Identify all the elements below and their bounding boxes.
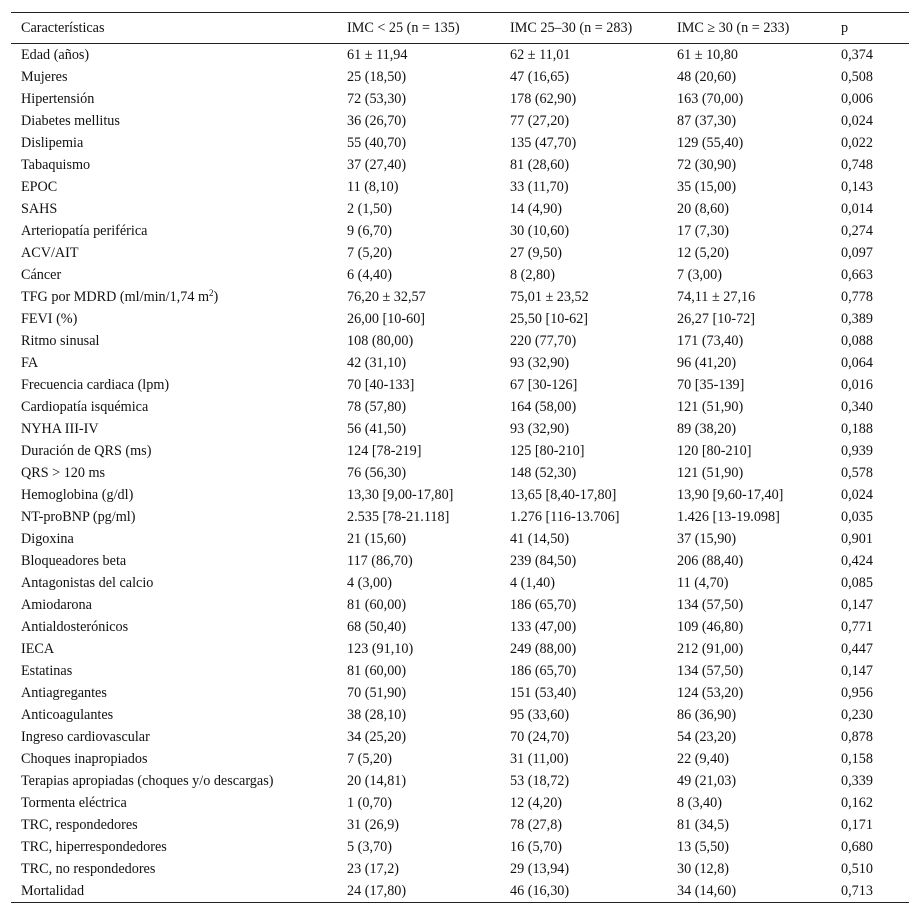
bmi-25-30-cell: 178 (62,90) <box>510 91 577 107</box>
table-row <box>11 198 909 220</box>
bmi-over-30-cell: 72 (30,90) <box>677 157 737 173</box>
row-label: Mortalidad <box>21 883 85 899</box>
bmi-over-30-cell: 30 (12,8) <box>677 861 730 877</box>
p-value-cell: 0,778 <box>841 289 873 305</box>
table-row <box>11 550 909 572</box>
bmi-25-30-cell: 46 (16,30) <box>510 883 570 899</box>
row-label: Mujeres <box>21 69 68 85</box>
table-row <box>11 176 909 198</box>
bmi-under-25-cell: 123 (91,10) <box>347 641 414 657</box>
row-label: Frecuencia cardiaca (lpm) <box>21 377 170 393</box>
table-row <box>11 352 909 374</box>
row-label: FEVI (%) <box>21 311 78 327</box>
p-value-cell: 0,006 <box>841 91 873 107</box>
table-row <box>11 836 909 858</box>
bmi-over-30-cell: 121 (51,90) <box>677 465 744 481</box>
bmi-25-30-cell: 47 (16,65) <box>510 69 570 85</box>
p-value-cell: 0,339 <box>841 773 873 789</box>
row-label: Antialdosterónicos <box>21 619 129 635</box>
bmi-under-25-cell: 36 (26,70) <box>347 113 407 129</box>
superscript-2: 2 <box>209 288 214 298</box>
row-label: Arteriopatía periférica <box>21 223 148 239</box>
row-label: IECA <box>21 641 55 657</box>
row-label: TRC, no respondedores <box>21 861 156 877</box>
row-label: Terapias apropiadas (choques y/o descargas) <box>21 773 274 789</box>
table-body <box>11 44 909 903</box>
p-value-cell: 0,680 <box>841 839 873 855</box>
row-label: Hipertensión <box>21 91 95 107</box>
bmi-under-25-cell: 42 (31,10) <box>347 355 407 371</box>
bmi-25-30-cell: 81 (28,60) <box>510 157 570 173</box>
bmi-under-25-cell: 81 (60,00) <box>347 597 407 613</box>
p-value-cell: 0,143 <box>841 179 873 195</box>
p-value-cell: 0,901 <box>841 531 873 547</box>
bmi-under-25-cell: 124 [78-219] <box>347 443 422 459</box>
table-row <box>11 814 909 836</box>
bmi-over-30-cell: 134 (57,50) <box>677 597 744 613</box>
row-label: TRC, hiperrespondedores <box>21 839 167 855</box>
bmi-over-30-cell: 74,11 ± 27,16 <box>677 289 756 305</box>
bmi-over-30-cell: 86 (36,90) <box>677 707 737 723</box>
row-label: NT-proBNP (pg/ml) <box>21 509 136 525</box>
bmi-over-30-cell: 22 (9,40) <box>677 751 730 767</box>
bmi-over-30-cell: 134 (57,50) <box>677 663 744 679</box>
bmi-under-25-cell: 1 (0,70) <box>347 795 392 811</box>
table-row <box>11 704 909 726</box>
bmi-under-25-cell: 70 (51,90) <box>347 685 407 701</box>
row-label: ACV/AIT <box>21 245 79 261</box>
bmi-25-30-cell: 30 (10,60) <box>510 223 570 239</box>
bmi-25-30-cell: 95 (33,60) <box>510 707 570 723</box>
bmi-under-25-cell: 23 (17,2) <box>347 861 400 877</box>
table-row <box>11 528 909 550</box>
bmi-25-30-cell: 62 ± 11,01 <box>510 47 571 63</box>
row-label: Estatinas <box>21 663 73 679</box>
bmi-over-30-cell: 1.426 [13-19.098] <box>677 509 780 525</box>
table-row <box>11 440 909 462</box>
p-value-cell: 0,230 <box>841 707 873 723</box>
table-row <box>11 660 909 682</box>
p-value-cell: 0,085 <box>841 575 873 591</box>
row-label: Hemoglobina (g/dl) <box>21 487 134 503</box>
row-label: Antiagregantes <box>21 685 107 701</box>
bmi-over-30-cell: 13 (5,50) <box>677 839 730 855</box>
bmi-25-30-cell: 186 (65,70) <box>510 663 577 679</box>
table-row <box>11 44 909 67</box>
bmi-over-30-cell: 35 (15,00) <box>677 179 737 195</box>
table-row <box>11 682 909 704</box>
row-label: Cáncer <box>21 267 62 283</box>
row-label: Ingreso cardiovascular <box>21 729 150 745</box>
bmi-over-30-cell: 8 (3,40) <box>677 795 722 811</box>
bmi-over-30-cell: 212 (91,00) <box>677 641 744 657</box>
bmi-over-30-cell: 11 (4,70) <box>677 575 729 591</box>
bmi-over-30-cell: 34 (14,60) <box>677 883 737 899</box>
bmi-25-30-cell: 93 (32,90) <box>510 421 570 437</box>
bmi-under-25-cell: 117 (86,70) <box>347 553 413 569</box>
bmi-over-30-cell: 124 (53,20) <box>677 685 744 701</box>
table-row <box>11 594 909 616</box>
p-value-cell: 0,956 <box>841 685 873 701</box>
row-label: SAHS <box>21 201 58 217</box>
p-value-cell: 0,022 <box>841 135 873 151</box>
table-row <box>11 264 909 286</box>
table-row <box>11 792 909 814</box>
bmi-25-30-cell: 135 (47,70) <box>510 135 577 151</box>
table-row <box>11 462 909 484</box>
bmi-over-30-cell: 81 (34,5) <box>677 817 730 833</box>
bmi-25-30-cell: 125 [80-210] <box>510 443 585 459</box>
table-row <box>11 572 909 594</box>
row-label: QRS > 120 ms <box>21 465 106 481</box>
table-row <box>11 858 909 880</box>
table-row <box>11 110 909 132</box>
table-row <box>11 396 909 418</box>
row-label: Diabetes mellitus <box>21 113 120 129</box>
table-header <box>11 13 909 44</box>
bmi-over-30-cell: 89 (38,20) <box>677 421 737 437</box>
p-value-cell: 0,713 <box>841 883 873 899</box>
bmi-over-30-cell: 129 (55,40) <box>677 135 744 151</box>
table-row <box>11 506 909 528</box>
p-value-cell: 0,088 <box>841 333 873 349</box>
bmi-25-30-cell: 31 (11,00) <box>510 751 569 767</box>
bmi-under-25-cell: 78 (57,80) <box>347 399 407 415</box>
bmi-under-25-cell: 2.535 [78-21.118] <box>347 509 450 525</box>
row-label: TFG por MDRD (ml/min/1,74 $m^2$) <box>21 288 219 305</box>
table-row <box>11 88 909 110</box>
p-value-cell: 0,663 <box>841 267 873 283</box>
bmi-25-30-cell: 70 (24,70) <box>510 729 570 745</box>
bmi-under-25-cell: 13,30 [9,00-17,80] <box>347 487 454 503</box>
bmi-over-30-cell: 61 ± 10,80 <box>677 47 738 63</box>
bmi-under-25-cell: 81 (60,00) <box>347 663 407 679</box>
bmi-over-30-cell: 109 (46,80) <box>677 619 744 635</box>
bmi-over-30-cell: 54 (23,20) <box>677 729 737 745</box>
row-label: Antagonistas del calcio <box>21 575 154 591</box>
bmi-under-25-cell: 4 (3,00) <box>347 575 392 591</box>
p-value-cell: 0,014 <box>841 201 873 217</box>
table-row <box>11 638 909 660</box>
row-label: Bloqueadores beta <box>21 553 127 569</box>
bmi-25-30-cell: 77 (27,20) <box>510 113 570 129</box>
bmi-25-30-cell: 78 (27,8) <box>510 817 563 833</box>
bmi-25-30-cell: 4 (1,40) <box>510 575 555 591</box>
table-row <box>11 616 909 638</box>
header-row <box>11 13 909 44</box>
bmi-over-30-cell: 20 (8,60) <box>677 201 730 217</box>
p-value-cell: 0,147 <box>841 597 873 613</box>
bmi-over-30-cell: 49 (21,03) <box>677 773 737 789</box>
bmi-over-30-cell: 163 (70,00) <box>677 91 744 107</box>
bmi-25-30-cell: 220 (77,70) <box>510 333 577 349</box>
row-label: Dislipemia <box>21 135 84 151</box>
p-value-cell: 0,035 <box>841 509 873 525</box>
bmi-under-25-cell: 7 (5,20) <box>347 751 392 767</box>
bmi-25-30-cell: 41 (14,50) <box>510 531 570 547</box>
bmi-over-30-cell: 26,27 [10-72] <box>677 311 756 327</box>
bmi-25-30-cell: 13,65 [8,40-17,80] <box>510 487 617 503</box>
bmi-under-25-cell: 37 (27,40) <box>347 157 407 173</box>
p-value-cell: 0,158 <box>841 751 873 767</box>
p-value-cell: 0,024 <box>841 487 873 503</box>
row-label: Ritmo sinusal <box>21 333 100 349</box>
bmi-over-30-cell: 17 (7,30) <box>677 223 730 239</box>
p-value-cell: 0,374 <box>841 47 873 63</box>
bmi-over-30-cell: 12 (5,20) <box>677 245 730 261</box>
bmi-over-30-cell: 13,90 [9,60-17,40] <box>677 487 784 503</box>
header-bmi-25-30: IMC 25–30 (n = 283) <box>510 19 633 36</box>
bmi-25-30-cell: 27 (9,50) <box>510 245 563 261</box>
p-value-cell: 0,508 <box>841 69 873 85</box>
characteristics-table-container <box>11 12 909 903</box>
bmi-25-30-cell: 151 (53,40) <box>510 685 577 701</box>
bmi-25-30-cell: 186 (65,70) <box>510 597 577 613</box>
p-value-cell: 0,147 <box>841 663 873 679</box>
p-value-cell: 0,162 <box>841 795 873 811</box>
bmi-under-25-cell: 9 (6,70) <box>347 223 392 239</box>
bmi-under-25-cell: 6 (4,40) <box>347 267 392 283</box>
table-row <box>11 242 909 264</box>
table-row <box>11 286 909 308</box>
row-label: Duración de QRS (ms) <box>21 443 152 459</box>
bmi-under-25-cell: 61 ± 11,94 <box>347 47 408 63</box>
bmi-over-30-cell: 48 (20,60) <box>677 69 737 85</box>
bmi-25-30-cell: 1.276 [116-13.706] <box>510 509 620 525</box>
bmi-under-25-cell: 72 (53,30) <box>347 91 407 107</box>
bmi-under-25-cell: 34 (25,20) <box>347 729 407 745</box>
bmi-under-25-cell: 11 (8,10) <box>347 179 399 195</box>
bmi-over-30-cell: 87 (37,30) <box>677 113 737 129</box>
row-label: Tormenta eléctrica <box>21 795 127 811</box>
table-row <box>11 748 909 770</box>
bmi-under-25-cell: 2 (1,50) <box>347 201 392 217</box>
bmi-under-25-cell: 5 (3,70) <box>347 839 392 855</box>
header-bmi-under-25: IMC < 25 (n = 135) <box>347 19 460 36</box>
bmi-over-30-cell: 7 (3,00) <box>677 267 722 283</box>
p-value-cell: 0,097 <box>841 245 873 261</box>
bmi-25-30-cell: 29 (13,94) <box>510 861 570 877</box>
table-row <box>11 484 909 506</box>
bmi-25-30-cell: 75,01 ± 23,52 <box>510 289 589 305</box>
bmi-under-25-cell: 70 [40-133] <box>347 377 415 393</box>
row-label: Tabaquismo <box>21 157 91 173</box>
bmi-25-30-cell: 67 [30-126] <box>510 377 578 393</box>
bmi-under-25-cell: 56 (41,50) <box>347 421 407 437</box>
bmi-25-30-cell: 53 (18,72) <box>510 773 570 789</box>
bmi-under-25-cell: 26,00 [10-60] <box>347 311 426 327</box>
table-row <box>11 220 909 242</box>
row-label: Digoxina <box>21 531 74 547</box>
bmi-25-30-cell: 133 (47,00) <box>510 619 577 635</box>
bmi-25-30-cell: 12 (4,20) <box>510 795 563 811</box>
bmi-over-30-cell: 206 (88,40) <box>677 553 744 569</box>
row-label: Edad (años) <box>21 47 90 63</box>
bmi-under-25-cell: 25 (18,50) <box>347 69 407 85</box>
p-value-cell: 0,510 <box>841 861 873 877</box>
bmi-25-30-cell: 164 (58,00) <box>510 399 577 415</box>
table-row <box>11 418 909 440</box>
bmi-under-25-cell: 68 (50,40) <box>347 619 407 635</box>
bmi-under-25-cell: 31 (26,9) <box>347 817 400 833</box>
table-row <box>11 154 909 176</box>
p-value-cell: 0,389 <box>841 311 873 327</box>
table-row <box>11 880 909 903</box>
bmi-25-30-cell: 93 (32,90) <box>510 355 570 371</box>
bmi-under-25-cell: 76,20 ± 32,57 <box>347 289 426 305</box>
p-value-cell: 0,340 <box>841 399 873 415</box>
bmi-over-30-cell: 171 (73,40) <box>677 333 744 349</box>
bmi-under-25-cell: 76 (56,30) <box>347 465 407 481</box>
bmi-25-30-cell: 239 (84,50) <box>510 553 577 569</box>
row-label: TRC, respondedores <box>21 817 138 833</box>
table-row <box>11 374 909 396</box>
p-value-cell: 0,424 <box>841 553 873 569</box>
table-row <box>11 330 909 352</box>
table-row <box>11 66 909 88</box>
bmi-under-25-cell: 7 (5,20) <box>347 245 392 261</box>
bmi-25-30-cell: 249 (88,00) <box>510 641 577 657</box>
row-label: NYHA III-IV <box>21 421 99 437</box>
bmi-under-25-cell: 38 (28,10) <box>347 707 407 723</box>
bmi-25-30-cell: 148 (52,30) <box>510 465 577 481</box>
table-row <box>11 770 909 792</box>
header-p-value: p <box>841 19 849 36</box>
bmi-25-30-cell: 8 (2,80) <box>510 267 555 283</box>
row-label: EPOC <box>21 179 58 195</box>
p-value-cell: 0,771 <box>841 619 873 635</box>
p-value-cell: 0,171 <box>841 817 873 833</box>
bmi-25-30-cell: 14 (4,90) <box>510 201 563 217</box>
p-value-cell: 0,024 <box>841 113 873 129</box>
bmi-under-25-cell: 108 (80,00) <box>347 333 414 349</box>
bmi-under-25-cell: 20 (14,81) <box>347 773 407 789</box>
table-row <box>11 308 909 330</box>
bmi-25-30-cell: 16 (5,70) <box>510 839 563 855</box>
p-value-cell: 0,447 <box>841 641 873 657</box>
characteristics-table <box>11 12 909 903</box>
bmi-over-30-cell: 121 (51,90) <box>677 399 744 415</box>
p-value-cell: 0,064 <box>841 355 873 371</box>
header-characteristics: Características <box>21 19 105 36</box>
row-label: Anticoagulantes <box>21 707 114 723</box>
bmi-under-25-cell: 55 (40,70) <box>347 135 407 151</box>
p-value-cell: 0,188 <box>841 421 873 437</box>
p-value-cell: 0,939 <box>841 443 873 459</box>
header-bmi-over-30: IMC ≥ 30 (n = 233) <box>677 19 790 36</box>
bmi-under-25-cell: 24 (17,80) <box>347 883 407 899</box>
bmi-over-30-cell: 37 (15,90) <box>677 531 737 547</box>
p-value-cell: 0,274 <box>841 223 873 239</box>
bmi-over-30-cell: 70 [35-139] <box>677 377 745 393</box>
p-value-cell: 0,016 <box>841 377 873 393</box>
row-label: Choques inapropiados <box>21 751 148 767</box>
bmi-over-30-cell: 96 (41,20) <box>677 355 737 371</box>
p-value-cell: 0,578 <box>841 465 873 481</box>
row-label: Cardiopatía isquémica <box>21 399 149 415</box>
bmi-25-30-cell: 33 (11,70) <box>510 179 569 195</box>
row-label: FA <box>21 355 39 371</box>
table-row <box>11 726 909 748</box>
p-value-cell: 0,748 <box>841 157 873 173</box>
p-value-cell: 0,878 <box>841 729 873 745</box>
row-label: Amiodarona <box>21 597 92 613</box>
table-row <box>11 132 909 154</box>
bmi-under-25-cell: 21 (15,60) <box>347 531 407 547</box>
bmi-over-30-cell: 120 [80-210] <box>677 443 752 459</box>
bmi-25-30-cell: 25,50 [10-62] <box>510 311 589 327</box>
